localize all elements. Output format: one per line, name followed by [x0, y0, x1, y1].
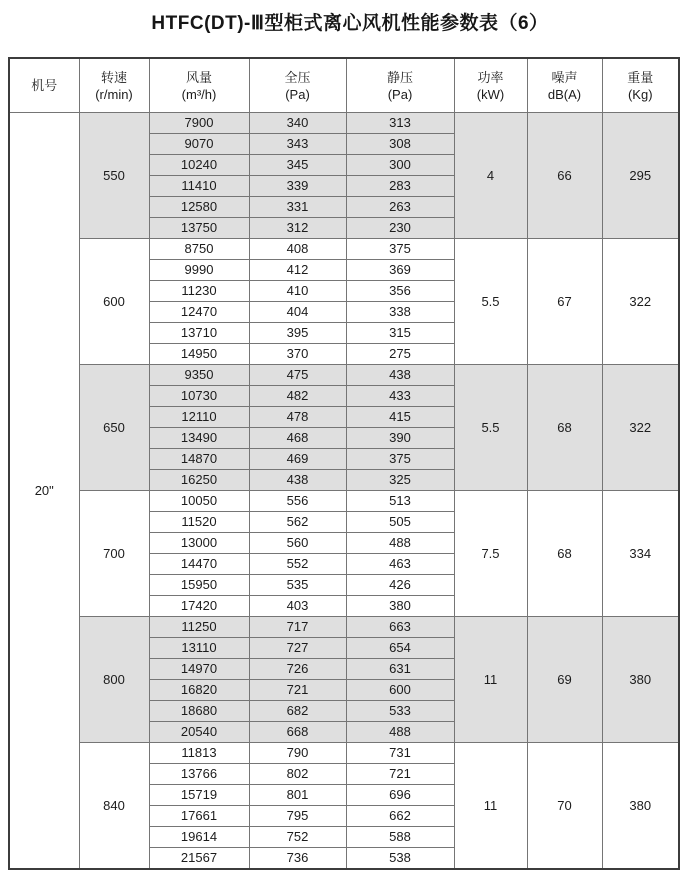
header-line2: (kW)	[476, 86, 505, 102]
cell-static-pressure: 315	[346, 323, 454, 344]
column-header-static-pressure	[346, 58, 454, 113]
cell-power: 5.5	[454, 365, 527, 491]
table-body	[9, 113, 679, 870]
cell-power: 4	[454, 113, 527, 239]
cell-noise: 68	[527, 491, 602, 617]
cell-airflow: 13750	[149, 218, 249, 239]
cell-airflow: 13766	[149, 764, 249, 785]
table-header	[9, 58, 679, 113]
header-line1: 重量	[627, 69, 654, 85]
page-title: HTFC(DT)-Ⅲ型柜式离心风机性能参数表（6）	[151, 13, 549, 34]
table-row	[9, 743, 679, 764]
cell-full-pressure: 469	[249, 449, 346, 470]
cell-power: 5.5	[454, 239, 527, 365]
cell-static-pressure: 600	[346, 680, 454, 701]
cell-noise: 68	[527, 365, 602, 491]
cell-airflow: 10240	[149, 155, 249, 176]
cell-airflow: 15719	[149, 785, 249, 806]
cell-full-pressure: 395	[249, 323, 346, 344]
performance-table	[8, 57, 680, 870]
cell-weight: 322	[602, 239, 679, 365]
cell-full-pressure: 801	[249, 785, 346, 806]
cell-airflow: 11410	[149, 176, 249, 197]
cell-airflow: 17420	[149, 596, 249, 617]
cell-full-pressure: 790	[249, 743, 346, 764]
cell-speed: 700	[79, 491, 149, 617]
cell-static-pressure: 338	[346, 302, 454, 323]
cell-full-pressure: 668	[249, 722, 346, 743]
cell-airflow: 8750	[149, 239, 249, 260]
table-row	[9, 617, 679, 638]
cell-static-pressure: 375	[346, 449, 454, 470]
column-header-noise	[527, 58, 602, 113]
header-line1: 噪声	[551, 69, 578, 85]
cell-full-pressure: 412	[249, 260, 346, 281]
cell-full-pressure: 475	[249, 365, 346, 386]
cell-static-pressure: 654	[346, 638, 454, 659]
cell-static-pressure: 631	[346, 659, 454, 680]
cell-weight: 334	[602, 491, 679, 617]
cell-speed: 840	[79, 743, 149, 870]
cell-full-pressure: 560	[249, 533, 346, 554]
cell-full-pressure: 312	[249, 218, 346, 239]
cell-static-pressure: 390	[346, 428, 454, 449]
cell-static-pressure: 263	[346, 197, 454, 218]
cell-full-pressure: 562	[249, 512, 346, 533]
cell-full-pressure: 403	[249, 596, 346, 617]
cell-static-pressure: 696	[346, 785, 454, 806]
cell-static-pressure: 663	[346, 617, 454, 638]
cell-machine-no: 20"	[9, 113, 79, 870]
cell-static-pressure: 325	[346, 470, 454, 491]
cell-full-pressure: 410	[249, 281, 346, 302]
cell-full-pressure: 404	[249, 302, 346, 323]
header-line1: 全压	[284, 69, 311, 85]
cell-airflow: 9070	[149, 134, 249, 155]
cell-airflow: 10730	[149, 386, 249, 407]
cell-static-pressure: 230	[346, 218, 454, 239]
table-row	[9, 365, 679, 386]
cell-full-pressure: 482	[249, 386, 346, 407]
header-line2: (m³/h)	[181, 86, 217, 102]
column-header-weight	[602, 58, 679, 113]
cell-airflow: 11813	[149, 743, 249, 764]
cell-airflow: 9350	[149, 365, 249, 386]
cell-airflow: 11230	[149, 281, 249, 302]
cell-static-pressure: 369	[346, 260, 454, 281]
cell-static-pressure: 426	[346, 575, 454, 596]
cell-noise: 69	[527, 617, 602, 743]
cell-full-pressure: 682	[249, 701, 346, 722]
cell-airflow: 13000	[149, 533, 249, 554]
cell-airflow: 13490	[149, 428, 249, 449]
cell-full-pressure: 343	[249, 134, 346, 155]
cell-speed: 800	[79, 617, 149, 743]
cell-airflow: 9990	[149, 260, 249, 281]
cell-airflow: 13710	[149, 323, 249, 344]
header-line1: 转速	[100, 69, 127, 85]
cell-airflow: 16820	[149, 680, 249, 701]
column-header-speed	[79, 58, 149, 113]
header-line2: (Kg)	[627, 86, 653, 102]
cell-airflow: 11250	[149, 617, 249, 638]
header-row	[9, 58, 679, 113]
cell-full-pressure: 721	[249, 680, 346, 701]
cell-noise: 67	[527, 239, 602, 365]
cell-static-pressure: 356	[346, 281, 454, 302]
cell-weight: 322	[602, 365, 679, 491]
cell-noise: 66	[527, 113, 602, 239]
cell-static-pressure: 283	[346, 176, 454, 197]
header-line2: (Pa)	[285, 86, 310, 102]
cell-static-pressure: 731	[346, 743, 454, 764]
cell-speed: 600	[79, 239, 149, 365]
cell-airflow: 14950	[149, 344, 249, 365]
cell-static-pressure: 300	[346, 155, 454, 176]
cell-full-pressure: 726	[249, 659, 346, 680]
cell-static-pressure: 380	[346, 596, 454, 617]
cell-airflow: 14970	[149, 659, 249, 680]
cell-weight: 380	[602, 617, 679, 743]
cell-static-pressure: 275	[346, 344, 454, 365]
cell-airflow: 14870	[149, 449, 249, 470]
cell-airflow: 20540	[149, 722, 249, 743]
cell-airflow: 12110	[149, 407, 249, 428]
cell-weight: 295	[602, 113, 679, 239]
cell-full-pressure: 331	[249, 197, 346, 218]
cell-full-pressure: 339	[249, 176, 346, 197]
cell-airflow: 17661	[149, 806, 249, 827]
header-line2: (r/min)	[95, 86, 133, 102]
cell-speed: 650	[79, 365, 149, 491]
cell-full-pressure: 468	[249, 428, 346, 449]
cell-static-pressure: 588	[346, 827, 454, 848]
cell-power: 11	[454, 743, 527, 870]
cell-static-pressure: 488	[346, 533, 454, 554]
cell-weight: 380	[602, 743, 679, 870]
cell-static-pressure: 505	[346, 512, 454, 533]
cell-full-pressure: 552	[249, 554, 346, 575]
cell-full-pressure: 340	[249, 113, 346, 134]
cell-static-pressure: 533	[346, 701, 454, 722]
cell-static-pressure: 662	[346, 806, 454, 827]
cell-full-pressure: 478	[249, 407, 346, 428]
cell-speed: 550	[79, 113, 149, 239]
header-line1: 风量	[185, 69, 212, 85]
cell-full-pressure: 438	[249, 470, 346, 491]
cell-airflow: 19614	[149, 827, 249, 848]
column-header-airflow	[149, 58, 249, 113]
cell-airflow: 7900	[149, 113, 249, 134]
cell-full-pressure: 736	[249, 848, 346, 870]
cell-full-pressure: 752	[249, 827, 346, 848]
cell-noise: 70	[527, 743, 602, 870]
cell-static-pressure: 375	[346, 239, 454, 260]
cell-full-pressure: 556	[249, 491, 346, 512]
cell-full-pressure: 727	[249, 638, 346, 659]
table-row	[9, 113, 679, 134]
cell-airflow: 21567	[149, 848, 249, 870]
header-line2: dB(A)	[547, 86, 582, 102]
cell-airflow: 14470	[149, 554, 249, 575]
column-header-full-pressure	[249, 58, 346, 113]
cell-airflow: 11520	[149, 512, 249, 533]
table-row	[9, 491, 679, 512]
cell-full-pressure: 717	[249, 617, 346, 638]
table-row	[9, 239, 679, 260]
cell-full-pressure: 535	[249, 575, 346, 596]
column-header-machine-no	[9, 58, 79, 113]
column-header-power	[454, 58, 527, 113]
cell-airflow: 18680	[149, 701, 249, 722]
cell-airflow: 12580	[149, 197, 249, 218]
cell-full-pressure: 802	[249, 764, 346, 785]
cell-static-pressure: 721	[346, 764, 454, 785]
header-line1: 静压	[386, 69, 413, 85]
cell-static-pressure: 488	[346, 722, 454, 743]
cell-full-pressure: 408	[249, 239, 346, 260]
cell-static-pressure: 438	[346, 365, 454, 386]
cell-power: 7.5	[454, 491, 527, 617]
cell-airflow: 15950	[149, 575, 249, 596]
cell-static-pressure: 415	[346, 407, 454, 428]
cell-static-pressure: 433	[346, 386, 454, 407]
header-line2: (Pa)	[387, 86, 413, 102]
cell-static-pressure: 538	[346, 848, 454, 870]
cell-airflow: 10050	[149, 491, 249, 512]
cell-static-pressure: 463	[346, 554, 454, 575]
cell-airflow: 12470	[149, 302, 249, 323]
header-line1: 机号	[31, 78, 58, 93]
cell-static-pressure: 513	[346, 491, 454, 512]
cell-power: 11	[454, 617, 527, 743]
cell-full-pressure: 370	[249, 344, 346, 365]
cell-static-pressure: 313	[346, 113, 454, 134]
cell-static-pressure: 308	[346, 134, 454, 155]
cell-full-pressure: 795	[249, 806, 346, 827]
cell-airflow: 13110	[149, 638, 249, 659]
cell-full-pressure: 345	[249, 155, 346, 176]
cell-airflow: 16250	[149, 470, 249, 491]
header-line1: 功率	[477, 69, 504, 85]
